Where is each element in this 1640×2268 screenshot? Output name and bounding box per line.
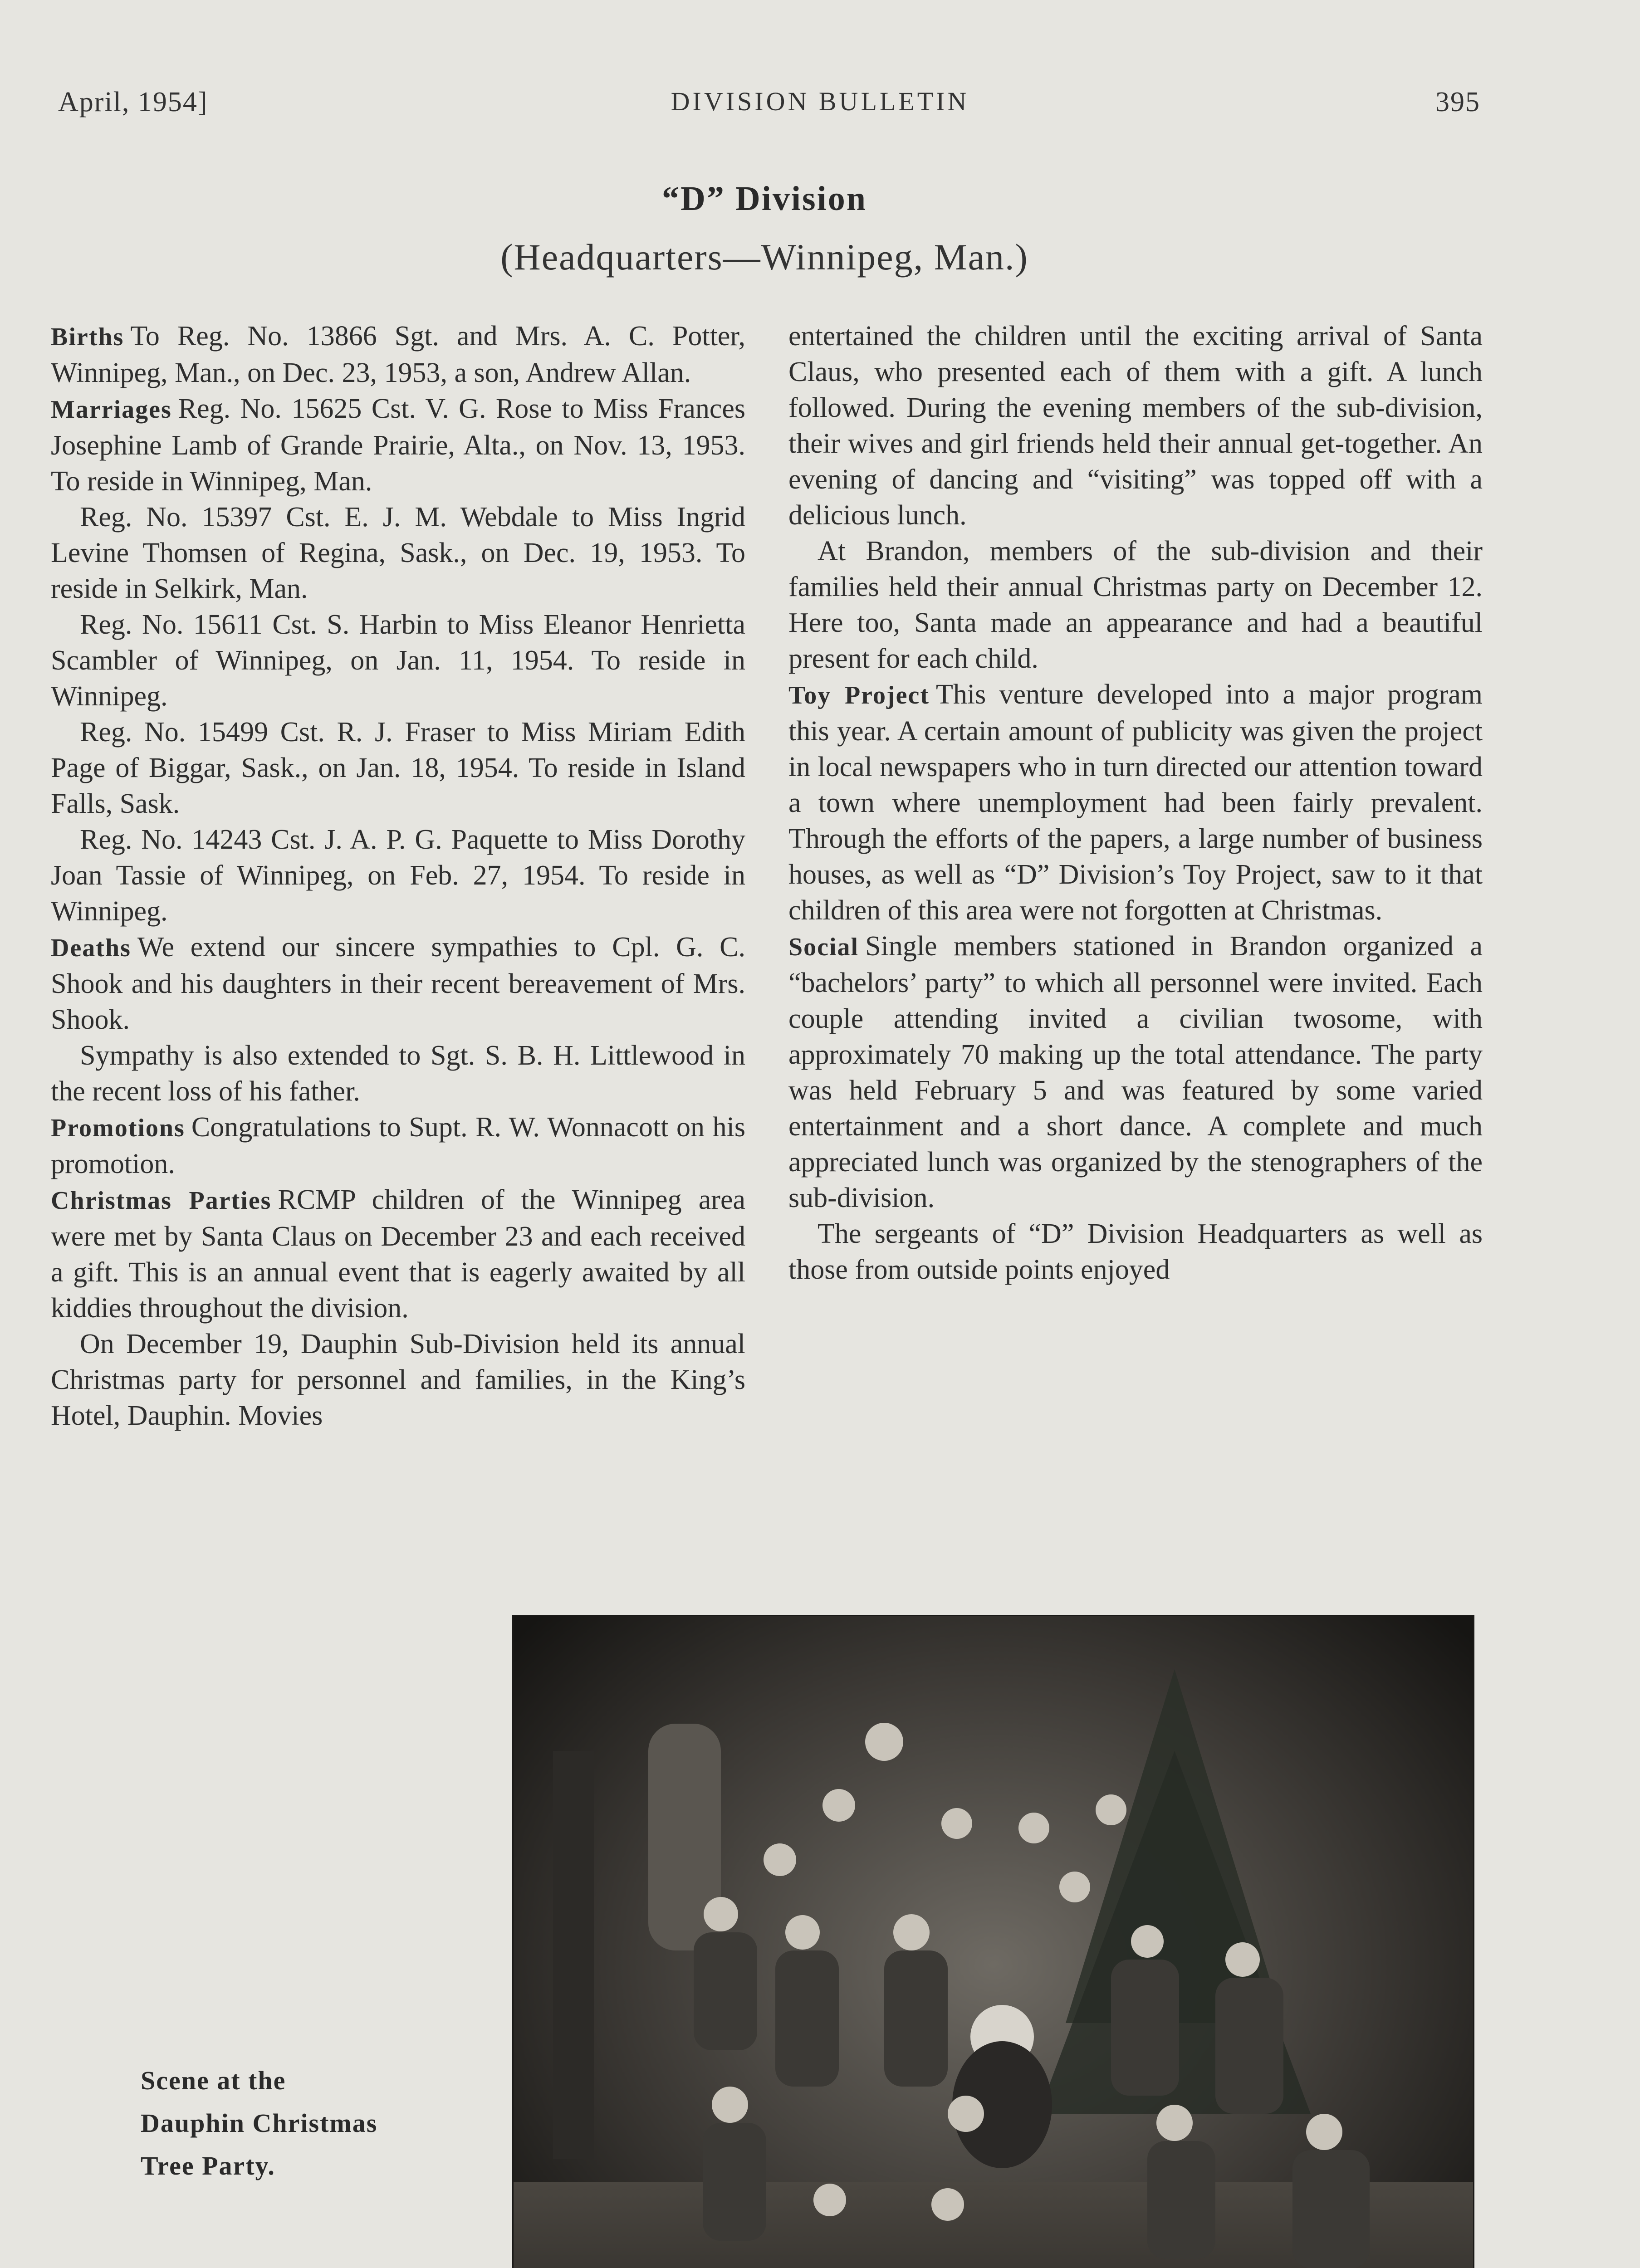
article-title: “D” Division — [662, 180, 867, 218]
article-paragraph — [788, 533, 1483, 677]
header-publication: DIVISION BULLETIN — [671, 87, 969, 116]
article-paragraph — [51, 929, 745, 1038]
article-paragraph — [51, 1038, 745, 1110]
header-page-number: 395 — [1435, 87, 1480, 117]
paragraph-text: RCMP children of the Winnipeg area were met by Santa Claus on December 23 and each received a gift. This is an annual event that is eagerly awaited by all kiddies throughout the division. — [51, 1184, 745, 1324]
section-heading: Marriages — [51, 396, 172, 424]
paragraph-text: On December 19, Dauphin Sub-Division held its annual Christmas party for personnel and families, in the King’s Hotel, Dauphin. Movies — [51, 1329, 745, 1431]
christmas-party-photo — [512, 1615, 1474, 2268]
paragraph-text: At Brandon, members of the sub-division and their families held their annual Christmas party on December 12. Here too, Santa made an appearance and had a beautiful present for each child. — [788, 536, 1483, 674]
article-subtitle: (Headquarters—Winnipeg, Man.) — [500, 236, 1028, 278]
article-paragraph — [51, 499, 745, 607]
paragraph-text: Reg. No. 15625 Cst. V. G. Rose to Miss Frances Josephine Lamb of Grande Prairie, Alta., on Nov. 13, 1953. To reside in Winnipeg, Man. — [51, 393, 745, 497]
article-paragraph — [788, 677, 1483, 929]
paragraph-text: To Reg. No. 13866 Sgt. and Mrs. A. C. Potter, Winnipeg, Man., on Dec. 23, 1953, a son, Andrew Allan. — [51, 321, 745, 388]
article-paragraph — [51, 607, 745, 714]
section-heading: Social — [788, 933, 859, 961]
paragraph-text: Sympathy is also extended to Sgt. S. B. H. Littlewood in the recent loss of his father. — [51, 1040, 745, 1107]
article-paragraph — [51, 1326, 745, 1434]
article-paragraph — [788, 1216, 1483, 1288]
paragraph-text: Single members stationed in Brandon organized a “bachelors’ party” to which all personnel were invited. Each couple attending invited a civilian twosome, with approximately 70 making up the total attendance. The party was held February 5 and was featured by some varied entertainment and a short dance. A complete and much appreciated lunch was organized by the stenographers of the sub-division. — [788, 931, 1483, 1213]
caption-line: Scene at the — [141, 2066, 286, 2095]
article-paragraph — [51, 1110, 745, 1182]
paragraph-text: This venture developed into a major program this year. A certain amount of publicity was given the project in local newspapers who in turn directed our attention toward a town where unemployment had been fairly prevalent. Through the efforts of the papers, a large number of business houses, as well as “D” Division’s Toy Project, saw to it that children of this area were not forgotten at Christmas. — [788, 679, 1483, 926]
paragraph-text: Reg. No. 15499 Cst. R. J. Fraser to Miss Miriam Edith Page of Biggar, Sask., on Jan. 18, 1954. To reside in Island Falls, Sask. — [51, 717, 745, 819]
left-column — [51, 318, 745, 1434]
article-paragraph — [51, 714, 745, 822]
section-heading: Deaths — [51, 934, 131, 962]
paragraph-text: Congratulations to Supt. R. W. Wonnacott on his promotion. — [51, 1112, 745, 1179]
paragraph-text: Reg. No. 15611 Cst. S. Harbin to Miss Eleanor Henrietta Scambler of Winnipeg, on Jan. 11, 1954. To reside in Winnipeg. — [51, 609, 745, 712]
caption-line: Dauphin Christmas — [141, 2108, 378, 2138]
section-heading: Births — [51, 323, 124, 351]
photo-caption — [141, 2059, 377, 2187]
caption-line: Tree Party. — [141, 2151, 275, 2180]
paragraph-text: The sergeants of “D” Division Headquarters as well as those from outside points enjoyed — [788, 1218, 1483, 1285]
paragraph-text: We extend our sincere sympathies to Cpl. G. C. Shook and his daughters in their recent bereavement of Mrs. Shook. — [51, 932, 745, 1035]
article-paragraph — [51, 391, 745, 499]
section-heading: Toy Project — [788, 681, 930, 709]
section-heading: Christmas Parties — [51, 1187, 272, 1215]
article-paragraph — [788, 929, 1483, 1216]
paragraph-text: entertained the children until the exciting arrival of Santa Claus, who presented each of them with a gift. A lunch followed. During the evening members of the sub-division, their wives and girl friends held their annual get-together. An evening of dancing and “visiting” was topped off with a delicious lunch. — [788, 321, 1483, 531]
header-date: April, 1954] — [58, 87, 208, 117]
right-column — [788, 318, 1483, 1288]
article-paragraph — [51, 1182, 745, 1326]
article-paragraph — [51, 822, 745, 929]
article-paragraph — [51, 318, 745, 391]
section-heading: Promotions — [51, 1114, 185, 1142]
article-paragraph — [788, 318, 1483, 533]
paragraph-text: Reg. No. 14243 Cst. J. A. P. G. Paquette to Miss Dorothy Joan Tassie of Winnipeg, on Feb. 27, 1954. To reside in Winnipeg. — [51, 824, 745, 927]
paragraph-text: Reg. No. 15397 Cst. E. J. M. Webdale to Miss Ingrid Levine Thomsen of Regina, Sask., on Dec. 19, 1953. To reside in Selkirk, Man. — [51, 502, 745, 604]
